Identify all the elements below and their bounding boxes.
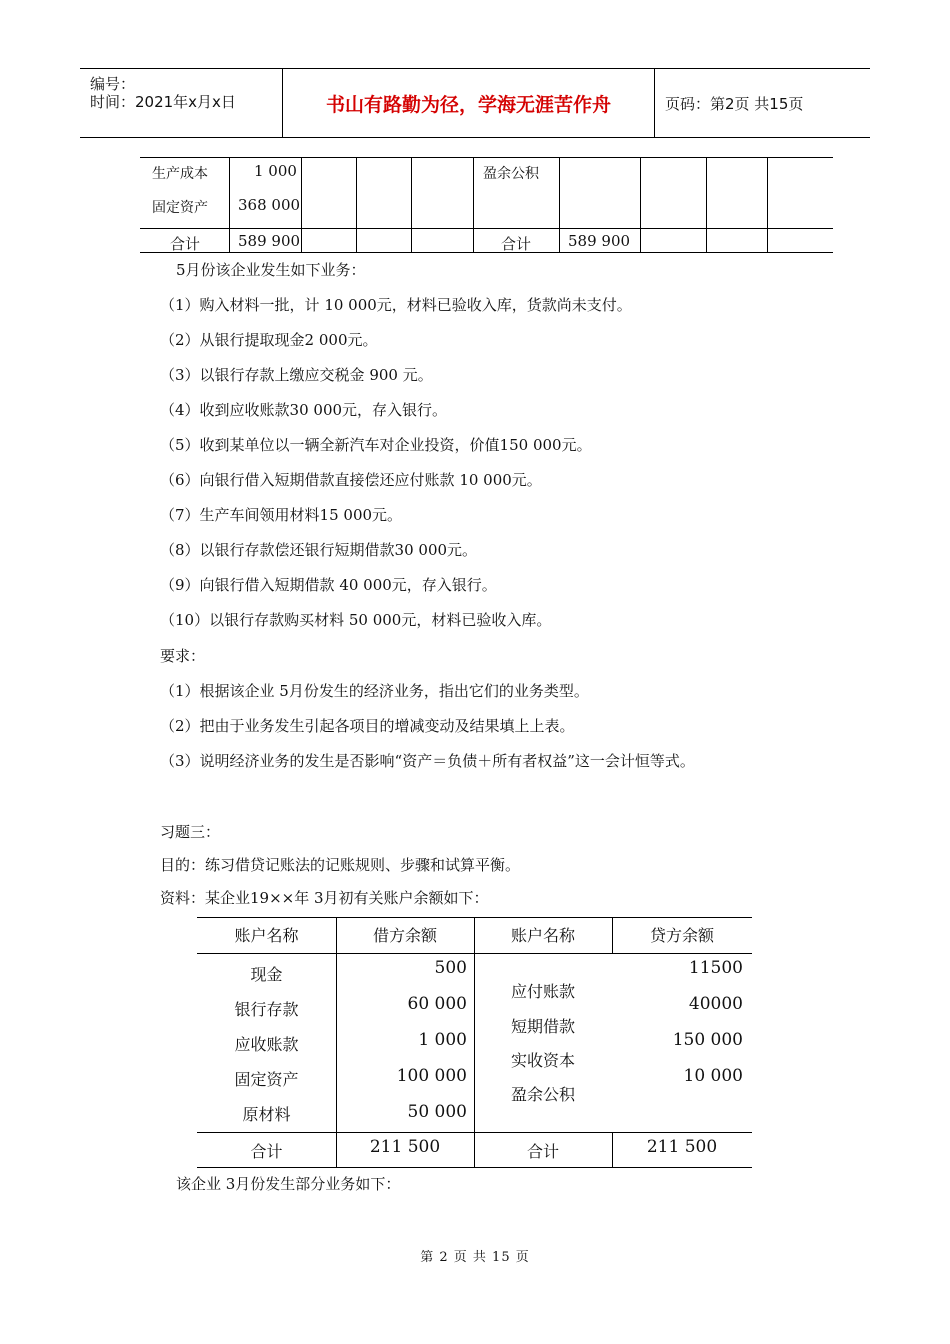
- column-header: 借方余额: [372, 926, 437, 945]
- list-item: （4）收到应收账款30 000元，存入银行。: [160, 401, 448, 419]
- table-border: [140, 157, 833, 158]
- exercise-title: 习题三：: [160, 823, 221, 841]
- table-border: [767, 157, 768, 253]
- list-item: （9）向银行借入短期借款 40 000元，存入银行。: [160, 576, 497, 594]
- table-cell: 现金: [250, 965, 283, 984]
- column-header: 账户名称: [234, 926, 299, 945]
- table-cell: 固定资产: [234, 1070, 299, 1089]
- table-cell: 应收账款: [234, 1035, 299, 1054]
- list-item: （7）生产车间领用材料15 000元。: [160, 506, 403, 524]
- table-border: [474, 917, 475, 1168]
- section-intro: 5月份该企业发生如下业务：: [176, 261, 366, 279]
- list-item: （2）从银行提取现金2 000元。: [160, 331, 378, 349]
- table-cell: 100 000: [396, 1066, 467, 1086]
- table-cell: 500: [434, 958, 467, 978]
- table-cell: 1 000: [418, 1030, 467, 1050]
- list-item: （5）收到某单位以一辆全新汽车对企业投资，价值150 000元。: [160, 436, 592, 454]
- requirement-item: （3）说明经济业务的发生是否影响“资产＝负债＋所有者权益”这一会计恒等式。: [160, 752, 695, 770]
- column-header: 账户名称: [510, 926, 575, 945]
- table-total-label: 合计: [501, 235, 532, 253]
- header-meta: [80, 69, 283, 137]
- table-total-value: 589 900: [238, 232, 301, 250]
- table-border: [473, 157, 474, 253]
- list-item: （6）向银行借入短期借款直接偿还应付账款 10 000元。: [160, 471, 542, 489]
- table-cell: 10 000: [683, 1066, 743, 1086]
- table-cell: 银行存款: [234, 1000, 299, 1019]
- table-cell: 盈余公积: [483, 166, 539, 182]
- requirement-item: （1）根据该企业 5月份发生的经济业务，指出它们的业务类型。: [160, 682, 589, 700]
- table-total-value: 211 500: [369, 1137, 441, 1157]
- list-item: （10）以银行存款购买材料 50 000元，材料已验收入库。: [160, 611, 552, 629]
- table-cell: 150 000: [672, 1030, 743, 1050]
- opening-balance-table: [197, 917, 752, 1168]
- table-total-value: 211 500: [646, 1137, 718, 1157]
- time-label: 时间：2021年x月x日: [90, 93, 236, 111]
- table-total-label: 合计: [250, 1142, 283, 1161]
- table-cell: 11500: [688, 958, 743, 978]
- table-cell: 60 000: [407, 994, 467, 1014]
- header-motto: 书山有路勤为径，学海无涯苦作舟: [283, 69, 655, 137]
- table-total-value: 589 900: [568, 232, 631, 250]
- requirement-title: 要求：: [160, 647, 206, 665]
- table-border: [411, 157, 412, 253]
- table-border: [229, 157, 230, 253]
- table-cell: 生产成本: [152, 166, 208, 182]
- exercise-material: 资料：某企业19××年 3月初有关账户余额如下：: [160, 889, 489, 907]
- requirement-item: （2）把由于业务发生引起各项目的增减变动及结果填上上表。: [160, 717, 575, 735]
- table-cell: 固定资产: [152, 200, 208, 216]
- list-item: （8）以银行存款偿还银行短期借款30 000元。: [160, 541, 478, 559]
- header-page-info: 页码：第2页 共15页: [665, 94, 804, 113]
- table-cell: 应付账款: [510, 982, 575, 1001]
- table-cell: 50 000: [407, 1102, 467, 1122]
- table-total-label: 合计: [170, 235, 201, 253]
- exercise-followup: 该企业 3月份发生部分业务如下：: [176, 1175, 401, 1193]
- table-total-label: 合计: [526, 1142, 559, 1161]
- table-border: [640, 157, 641, 253]
- table-border: [140, 228, 833, 229]
- number-label: 编号：: [90, 75, 136, 93]
- list-item: （3）以银行存款上缴应交税金 900 元。: [160, 366, 433, 384]
- table-cell: 40000: [688, 994, 743, 1014]
- table-cell: 原材料: [242, 1105, 291, 1124]
- page-footer: 第 2 页 共 15 页: [420, 1250, 530, 1265]
- table-cell: 实收资本: [510, 1051, 575, 1070]
- table-border: [140, 252, 833, 253]
- exercise-purpose: 目的：练习借贷记账法的记账规则、步骤和试算平衡。: [160, 856, 521, 874]
- list-item: （1）购入材料一批，计 10 000元，材料已验收入库，货款尚未支付。: [160, 296, 632, 314]
- table-cell: 短期借款: [510, 1017, 575, 1036]
- table-cell: 盈余公积: [510, 1085, 575, 1104]
- page-header: [80, 68, 870, 138]
- table-border: [559, 157, 560, 253]
- table-border: [301, 157, 302, 253]
- balance-table-continued: [140, 157, 833, 253]
- table-cell: 1 000: [254, 162, 297, 180]
- column-header: 贷方余额: [649, 926, 714, 945]
- table-border: [706, 157, 707, 253]
- table-cell: 368 000: [238, 196, 301, 214]
- table-border: [356, 157, 357, 253]
